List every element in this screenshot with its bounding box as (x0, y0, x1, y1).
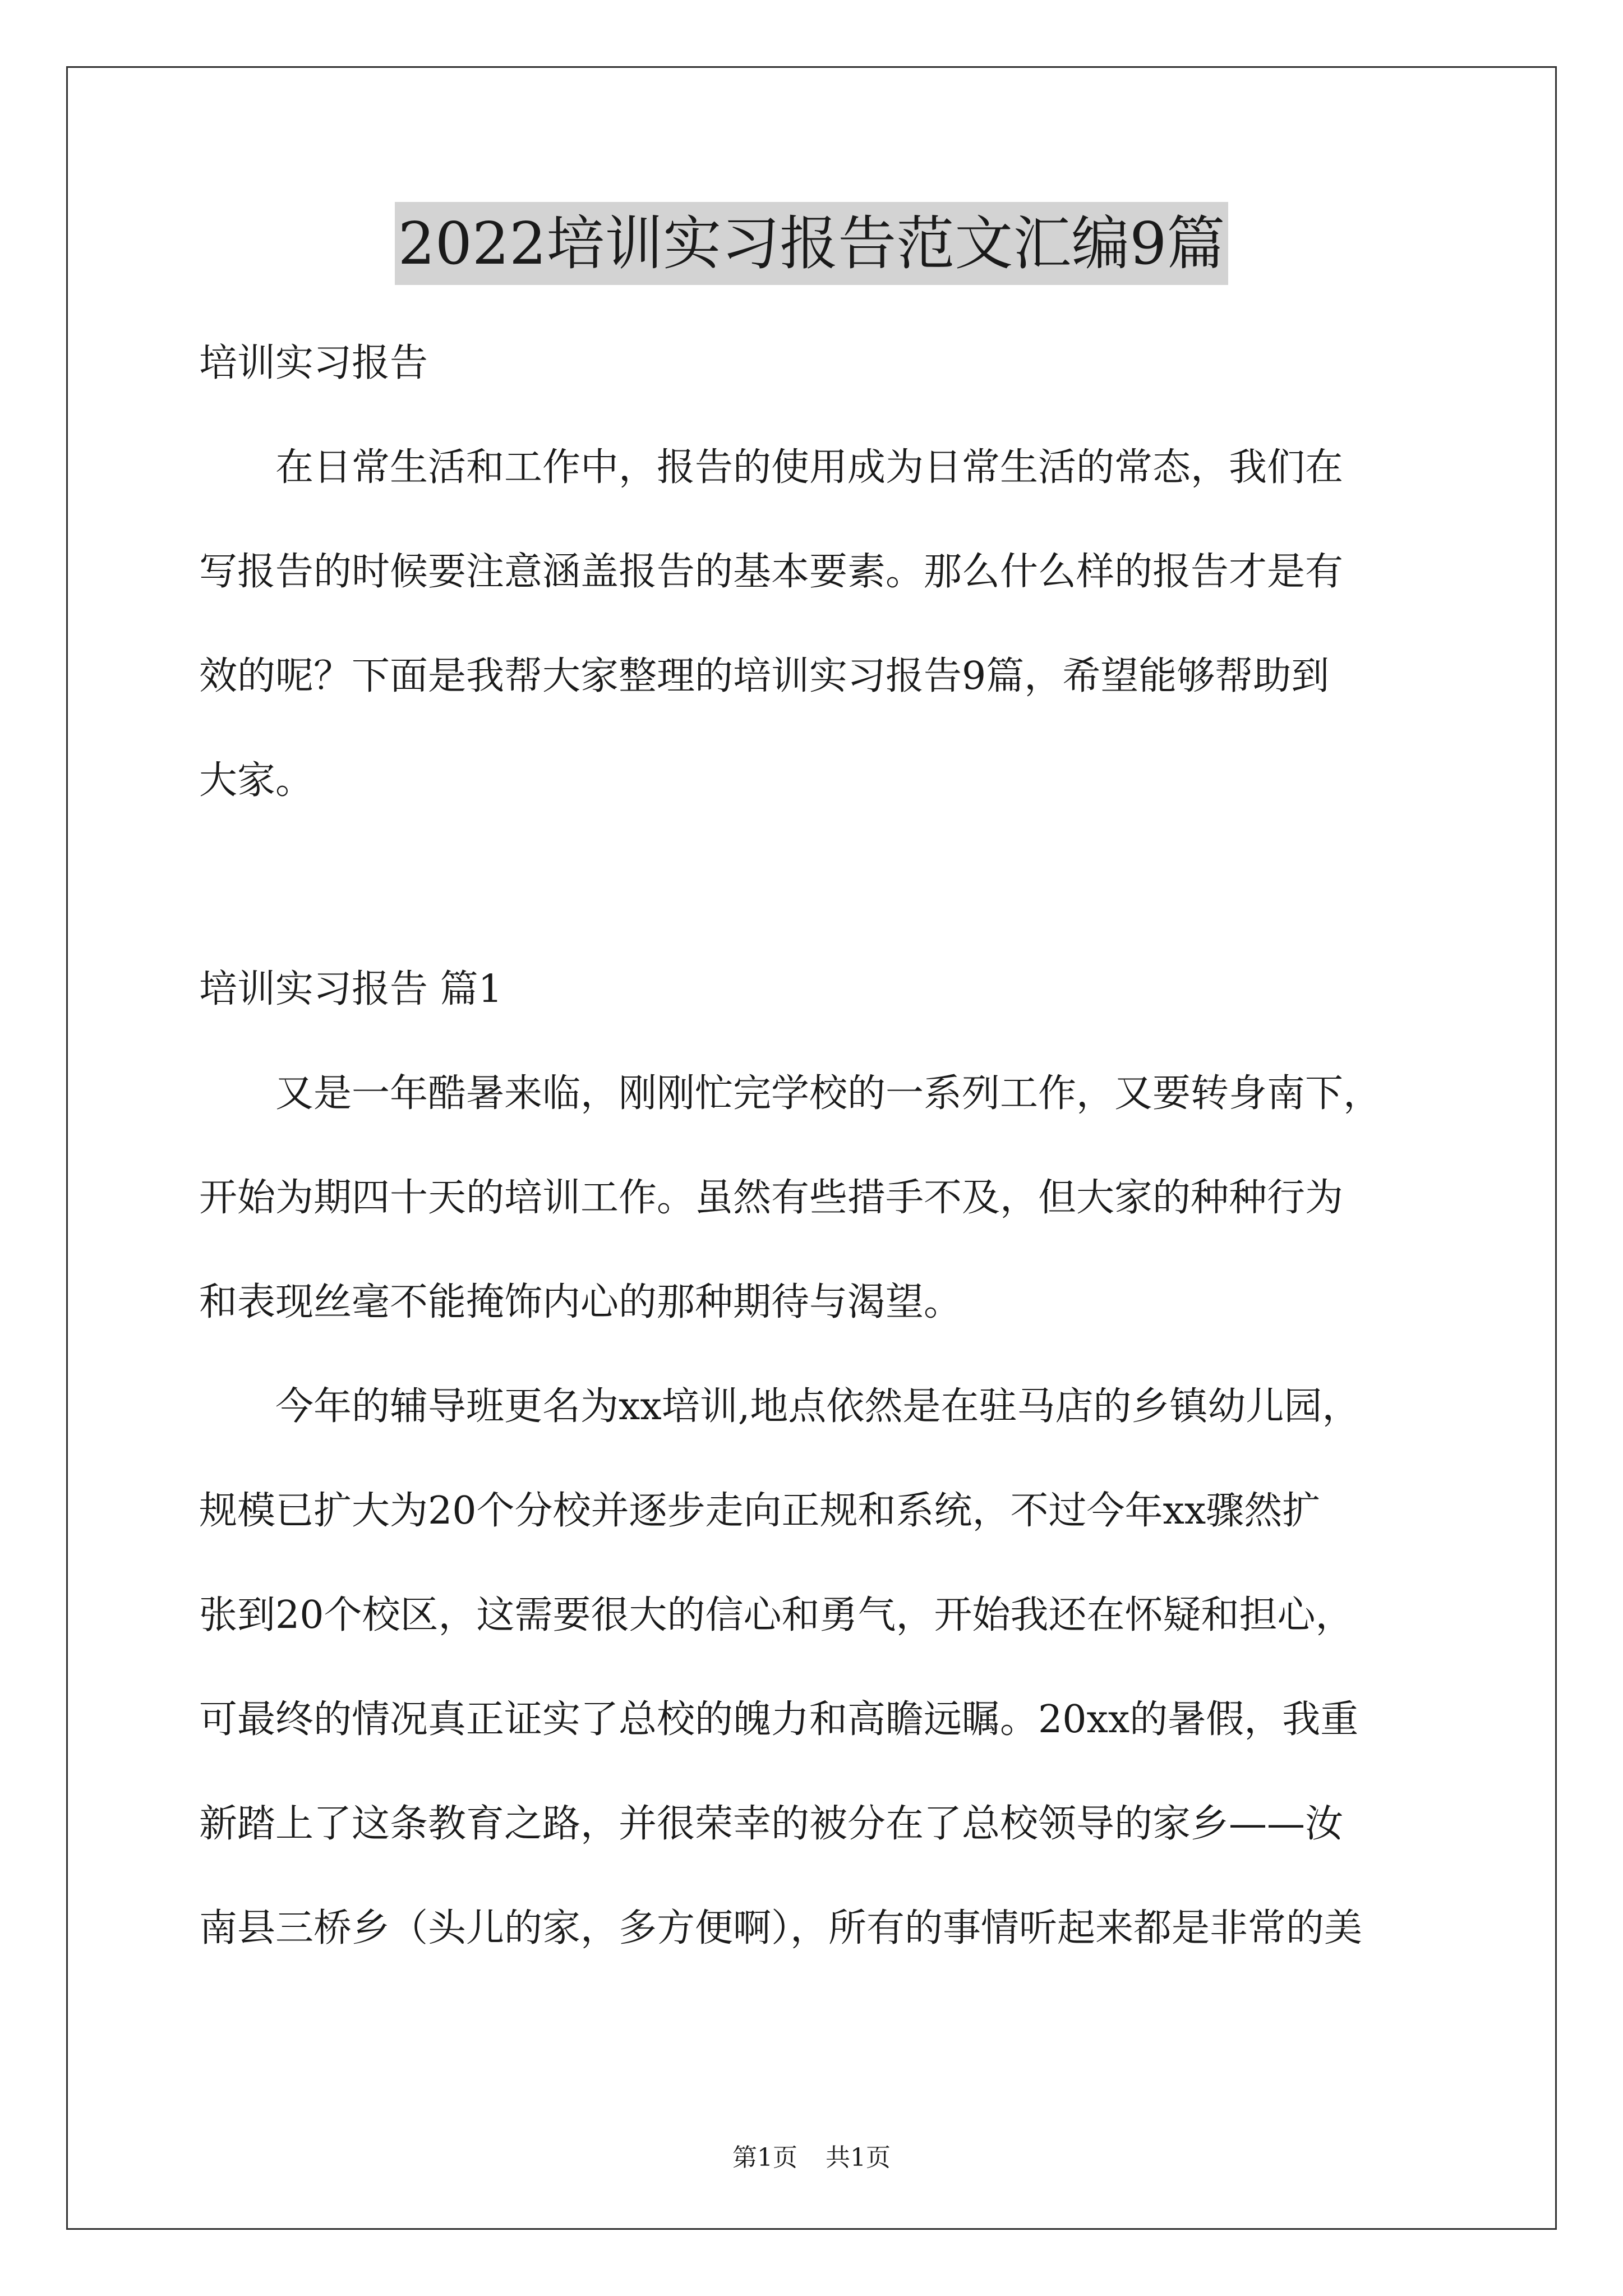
paragraph-line: 和表现丝毫不能掩饰内心的那种期待与渴望。 (199, 1280, 962, 1324)
page-footer (0, 2137, 1623, 2173)
section-heading: 培训实习报告 (199, 341, 428, 385)
paragraph-line: 效的呢？下面是我帮大家整理的培训实习报告9篇，希望能够帮助到 (199, 654, 1330, 698)
paragraph-line: 规模已扩大为20个分校并逐步走向正规和系统，不过今年xx骤然扩 (199, 1489, 1321, 1533)
paragraph-line: 开始为期四十天的培训工作。虽然有些措手不及，但大家的种种行为 (199, 1176, 1344, 1220)
paragraph-line: 南县三桥乡（头儿的家，多方便啊），所有的事情听起来都是非常的美 (199, 1906, 1363, 1950)
title-container (0, 202, 1623, 285)
paragraph-line: 大家。 (199, 758, 314, 803)
paragraph-line: 在日常生活和工作中，报告的使用成为日常生活的常态，我们在 (199, 445, 1344, 490)
paragraph-line: 可最终的情况真正证实了总校的魄力和高瞻远瞩。20xx的暑假，我重 (199, 1697, 1359, 1742)
paragraph-line: 张到20个校区，这需要很大的信心和勇气，开始我还在怀疑和担心， (199, 1593, 1354, 1637)
paragraph-line: 今年的辅导班更名为xx培训,地点依然是在驻马店的乡镇幼儿园， (199, 1384, 1361, 1429)
page-number-total: 共1页 (826, 2143, 891, 2172)
page-number-current: 第1页 (732, 2143, 797, 2172)
paragraph-line: 新踏上了这条教育之路，并很荣幸的被分在了总校领导的家乡——汝 (199, 1802, 1344, 1846)
paragraph-line: 写报告的时候要注意涵盖报告的基本要素。那么什么样的报告才是有 (199, 550, 1344, 594)
document-body (199, 311, 1436, 1981)
section-heading: 培训实习报告 篇1 (199, 967, 502, 1011)
paragraph-line: 又是一年酷暑来临，刚刚忙完学校的一系列工作，又要转身南下， (199, 1071, 1382, 1116)
blank-line (199, 833, 1436, 937)
document-title: 2022培训实习报告范文汇编9篇 (395, 202, 1229, 285)
